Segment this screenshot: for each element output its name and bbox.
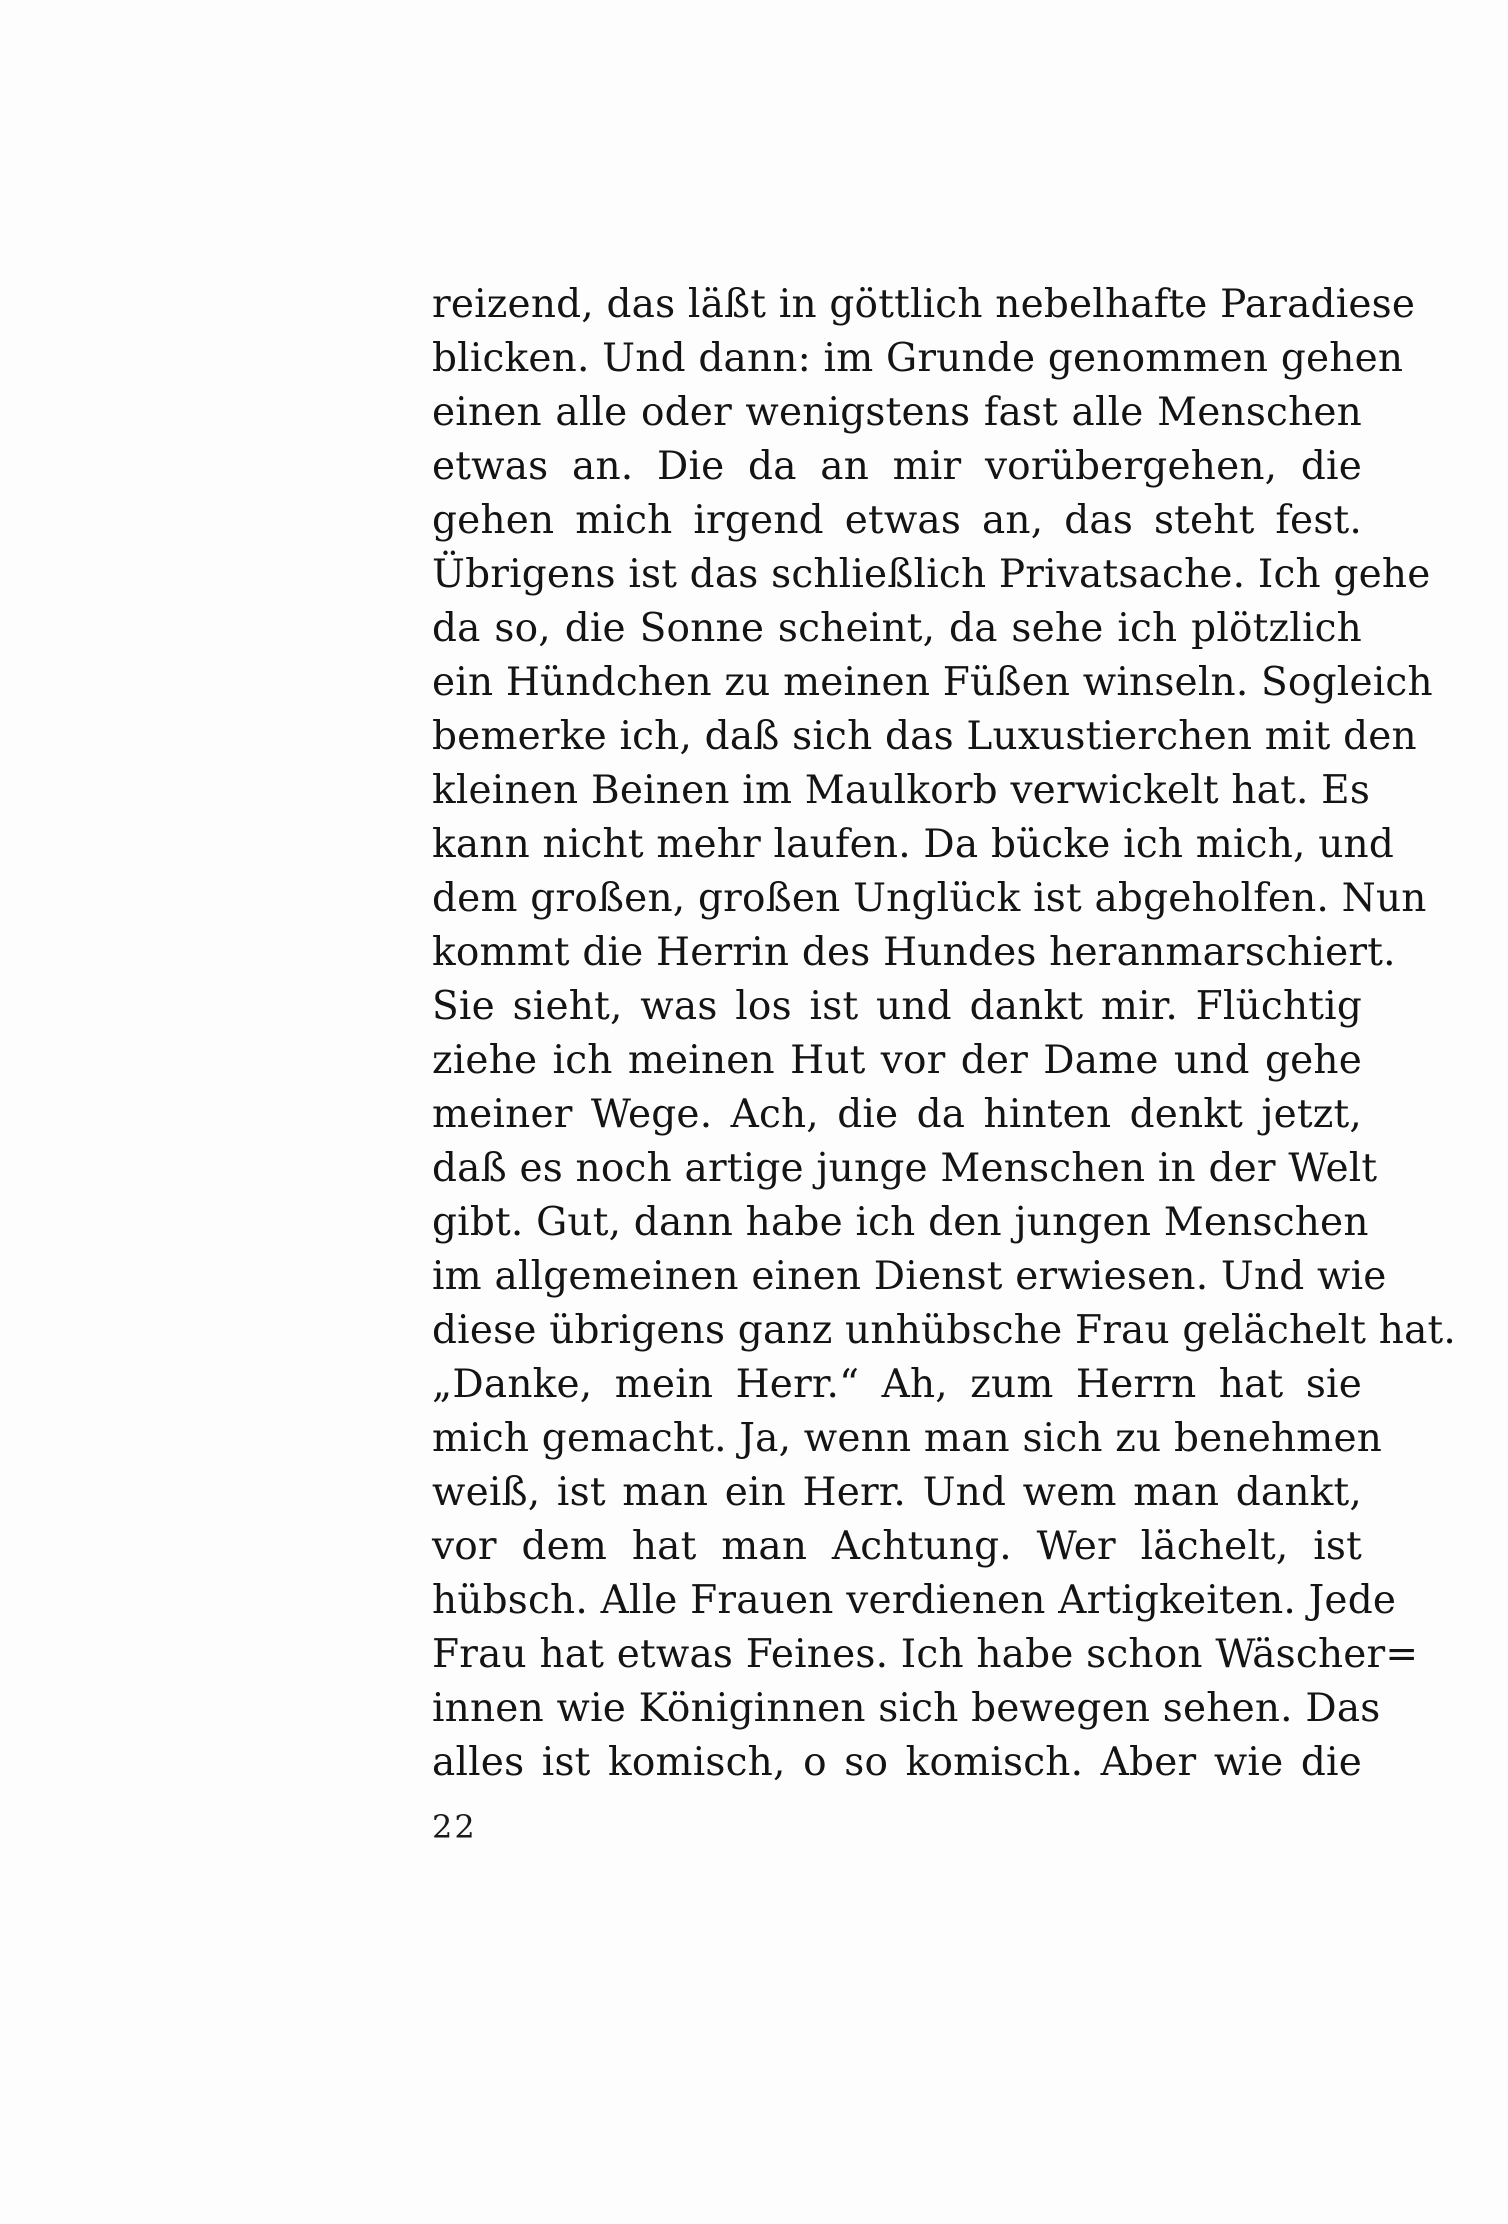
- text-line: weiß, ist man ein Herr. Und wem man dankt,: [432, 1470, 1362, 1515]
- text-line: reizend, das läßt in göttlich nebelhafte Paradiese: [432, 282, 1416, 327]
- text-line: ein Hündchen zu meinen Füßen winseln. Sogleich: [432, 660, 1433, 705]
- page-number: 22: [432, 1808, 477, 1846]
- text-line: alles ist komisch, o so komisch. Aber wie die: [432, 1740, 1362, 1785]
- text-line: Frau hat etwas Feines. Ich habe schon Wäscher=: [432, 1632, 1419, 1677]
- body-text: [432, 278, 1457, 1790]
- text-line: einen alle oder wenigstens fast alle Menschen: [432, 390, 1362, 435]
- text-line: „Danke, mein Herr.“ Ah, zum Herrn hat sie: [432, 1362, 1362, 1407]
- text-line: gibt. Gut, dann habe ich den jungen Menschen: [432, 1200, 1369, 1245]
- text-line: kommt die Herrin des Hundes heranmarschiert.: [432, 930, 1396, 975]
- text-line: mich gemacht. Ja, wenn man sich zu benehmen: [432, 1416, 1383, 1461]
- text-line: ziehe ich meinen Hut vor der Dame und gehe: [432, 1038, 1362, 1083]
- text-line: dem großen, großen Unglück ist abgeholfen. Nun: [432, 876, 1427, 921]
- text-line: im allgemeinen einen Dienst erwiesen. Und wie: [432, 1254, 1387, 1299]
- text-line: da so, die Sonne scheint, da sehe ich plötzlich: [432, 606, 1362, 651]
- text-line: vor dem hat man Achtung. Wer lächelt, ist: [432, 1524, 1362, 1569]
- text-line: kann nicht mehr laufen. Da bücke ich mich, und: [432, 822, 1395, 867]
- text-line: innen wie Königinnen sich bewegen sehen. Das: [432, 1686, 1381, 1731]
- text-line: Sie sieht, was los ist und dankt mir. Flüchtig: [432, 984, 1362, 1029]
- text-line: bemerke ich, daß sich das Luxustierchen mit den: [432, 714, 1417, 759]
- text-line: etwas an. Die da an mir vorübergehen, die: [432, 444, 1362, 489]
- text-line: kleinen Beinen im Maulkorb verwickelt hat. Es: [432, 768, 1371, 813]
- text-line: gehen mich irgend etwas an, das steht fest.: [432, 498, 1362, 543]
- text-line: Übrigens ist das schließlich Privatsache. Ich gehe: [432, 552, 1431, 597]
- text-line: diese übrigens ganz unhübsche Frau gelächelt hat.: [432, 1308, 1457, 1353]
- text-line: blicken. Und dann: im Grunde genommen gehen: [432, 336, 1404, 381]
- text-line: daß es noch artige junge Menschen in der Welt: [432, 1146, 1378, 1191]
- text-line: meiner Wege. Ach, die da hinten denkt jetzt,: [432, 1092, 1362, 1137]
- text-line: hübsch. Alle Frauen verdienen Artigkeiten. Jede: [432, 1578, 1397, 1623]
